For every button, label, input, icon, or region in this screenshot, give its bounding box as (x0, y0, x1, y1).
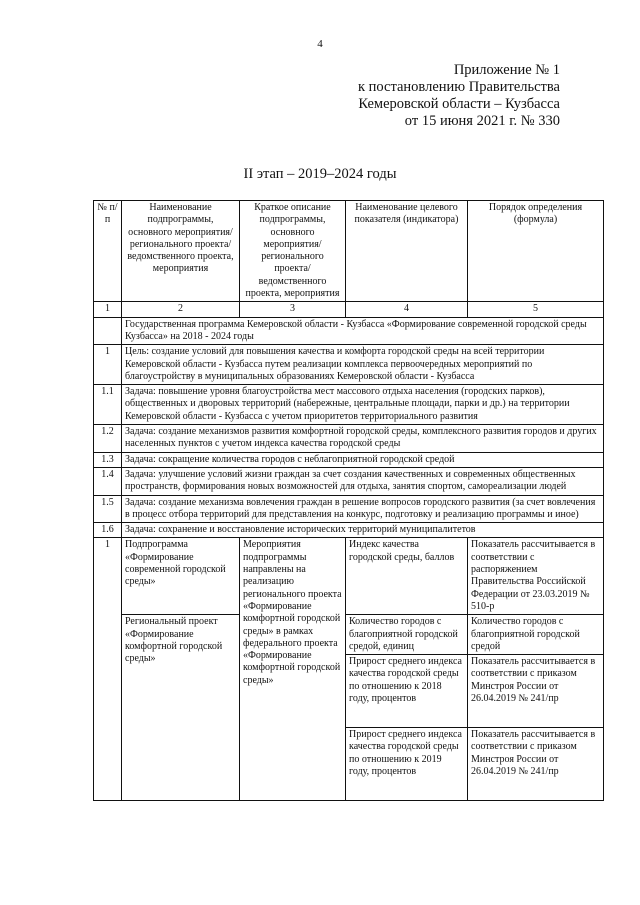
column-number: 4 (346, 302, 468, 317)
task-row (94, 523, 604, 538)
program-title: Государственная программа Кемеровской области - Кузбасса «Формирование современной городской среды Кузбасса» на 2018 - 2024 годы (122, 317, 604, 345)
indicators-table (93, 200, 604, 801)
column-number: 5 (468, 302, 604, 317)
row-number: 1.2 (94, 425, 122, 453)
program-row (94, 317, 604, 345)
task-text: Задача: повышение уровня благоустройства мест массового отдыха населения (городских парков), общественных и дворовых территорий (набережные, центральные площади, парки и др.) на территории Кемеровской области - Кузбасса с учетом приоритетов территориального развития (122, 385, 604, 425)
task-text: Задача: создание механизма вовлечения граждан в решение вопросов городского развития (за счет вовлечения в процесс отбора территорий для представления на конкурс, подготовку и реализацию программы и иное) (122, 495, 604, 523)
indicator-name: Прирост среднего индекса качества городской среды по отношению к 2018 году, процентов (346, 655, 468, 728)
measure-description: Мероприятия подпрограммы направлены на реализацию регионального проекта «Формирование комфортной городской среды» в рамках федерального проекта «Формирование комфортной городской среды» (240, 538, 346, 801)
task-row (94, 425, 604, 453)
task-row (94, 385, 604, 425)
goal-text: Цель: создание условий для повышения качества и комфорта городской среды на всей территории Кемеровской области - Кузбасса путем реализации комплекса первоочередных мероприятий по благоустройству в муниципальных образованиях Кемеровской области - Кузбасса (122, 345, 604, 385)
row-number: 1 (94, 538, 122, 801)
indicator-name: Прирост среднего индекса качества городской среды по отношению к 2019 году, процентов (346, 728, 468, 801)
task-row (94, 467, 604, 495)
row-number: 1.1 (94, 385, 122, 425)
task-row (94, 452, 604, 467)
indicator-formula: Показатель рассчитывается в соответствии с приказом Минстроя России от 26.04.2019 № 241/пр (468, 655, 604, 728)
stage-title: II этап – 2019–2024 годы (243, 166, 397, 182)
column-number: 1 (94, 302, 122, 317)
task-text: Задача: сохранение и восстановление исторических территорий муниципалитетов (122, 523, 604, 538)
header-description: Краткое описание подпрограммы, основного мероприятия/ регионального проекта/ ведомственного проекта, мероприятия (240, 201, 346, 302)
indicator-name: Количество городов с благоприятной городской средой, единиц (346, 615, 468, 655)
page-number: 4 (317, 38, 323, 50)
regional-project-name: Региональный проект «Формирование комфортной городской среды» (122, 615, 240, 801)
row-number: 1 (94, 345, 122, 385)
table-header-row (94, 201, 604, 302)
subprogram-name: Подпрограмма «Формирование современной городской среды» (122, 538, 240, 615)
task-row (94, 495, 604, 523)
row-number: 1.4 (94, 467, 122, 495)
appendix-title: Приложение № 1 (453, 62, 560, 78)
header-number: № п/п (94, 201, 122, 302)
row-number: 1.3 (94, 452, 122, 467)
indicator-row (94, 538, 604, 615)
indicator-name: Индекс качества городской среды, баллов (346, 538, 468, 615)
header-formula: Порядок определения (формула) (468, 201, 604, 302)
appendix-reference: к постановлению Правительства (358, 79, 560, 95)
goal-row (94, 345, 604, 385)
appendix-region: Кемеровской области – Кузбасса (358, 96, 560, 112)
row-number: 1.6 (94, 523, 122, 538)
column-number: 3 (240, 302, 346, 317)
indicator-row (94, 615, 604, 655)
header-name: Наименование подпрограммы, основного мероприятия/ регионального проекта/ ведомственного проекта, мероприятия (122, 201, 240, 302)
indicator-formula: Показатель рассчитывается в соответствии с распоряжением Правительства Российской Федерации от 23.03.2019 № 510-р (468, 538, 604, 615)
indicator-formula: Количество городов с благоприятной городской средой (468, 615, 604, 655)
indicator-formula: Показатель рассчитывается в соответствии с приказом Минстроя России от 26.04.2019 № 241/пр (468, 728, 604, 801)
column-number: 2 (122, 302, 240, 317)
task-text: Задача: создание механизмов развития комфортной городской среды, комплексного развития городов и других населенных пунктов с учетом индекса качества городской среды (122, 425, 604, 453)
column-number-row (94, 302, 604, 317)
task-text: Задача: улучшение условий жизни граждан за счет создания качественных и современных общественных пространств, формирования новых возможностей для отдыха, занятия спортом, самореализации людей (122, 467, 604, 495)
task-text: Задача: сокращение количества городов с неблагоприятной городской средой (122, 452, 604, 467)
appendix-date: от 15 июня 2021 г. № 330 (404, 113, 560, 129)
appendix-block (300, 62, 560, 130)
header-indicator: Наименование целевого показателя (индикатора) (346, 201, 468, 302)
row-number: 1.5 (94, 495, 122, 523)
